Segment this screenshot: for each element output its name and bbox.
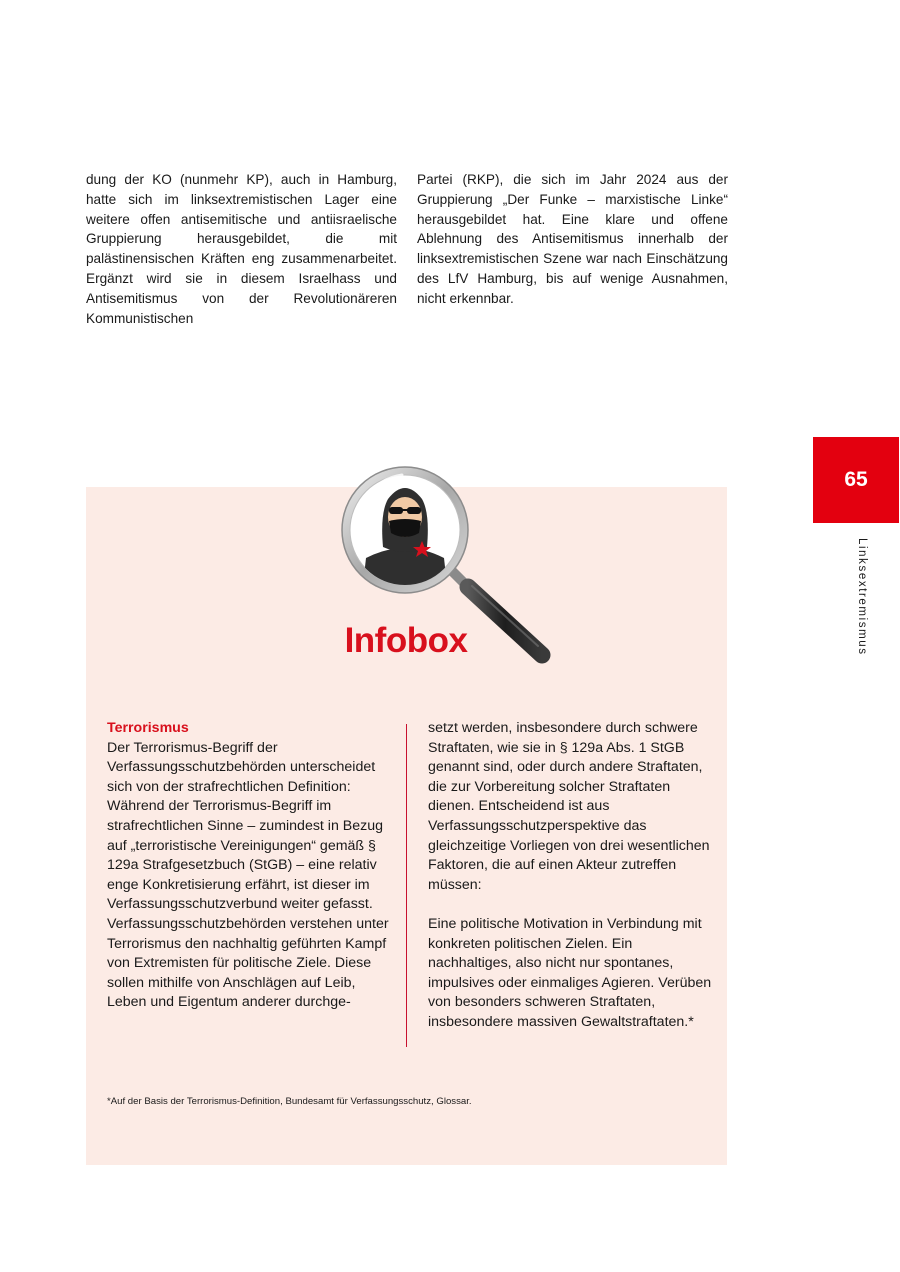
infobox-text-right-1: setzt werden, insbesondere durch schwere Straftaten, wie sie in § 129a Abs. 1 StGB genannt sind, oder durch andere Straftaten, die zur Vorbereitung solcher Straftaten dienen. Entscheidend ist aus Verfassungsschutzperspektive das gleichzeitige Vorliegen von drei wesentlichen Faktoren, die auf einen Akteur zutreffen müssen: <box>428 720 710 893</box>
infobox-column-right <box>428 719 713 1033</box>
section-label: Linksextremismus <box>856 538 868 656</box>
infobox-heading: Terrorismus <box>107 720 189 736</box>
page-number: 65 <box>844 468 868 491</box>
intro-text-left: dung der KO (nunmehr KP), auch in Hamburg, hatte sich im linksextremistischen Lager eine weitere offen antisemitische und antiisraelische Gruppierung herausgebildet, die mit palästinensischen Kräften eng zusammenarbeitet. Ergänzt wird sie in diesem Israelhass und Antisemitismus von der Revolutionäreren Kommunistischen <box>86 172 397 326</box>
infobox-footnote: *Auf der Basis der Terrorismus-Definition, Bundesamt für Verfassungsschutz, Glossar. <box>107 1096 472 1107</box>
infobox-text-right-2: Eine politische Motivation in Verbindung mit konkreten politischen Zielen. Ein nachhaltiges, also nicht nur spontanes, impulsives oder einmaliges Agieren. Verüben von besonders schweren Straftaten, insbesondere massiven Gewaltstraftaten.* <box>428 915 712 1030</box>
intro-text-right: Partei (RKP), die sich im Jahr 2024 aus der Gruppierung „Der Funke – marxistische Linke“ herausgebildet hat. Eine klare und offene Ablehnung des Antisemitismus innerhalb der linksextremistischen Szene war nach Einschätzung des LfV Hamburg, bis auf wenige Ausnahmen, nicht erkennbar. <box>417 172 728 306</box>
column-divider <box>406 724 407 1047</box>
infobox-column-left <box>107 719 392 1013</box>
infobox-title: Infobox <box>344 621 468 660</box>
page-number-tab <box>813 437 899 523</box>
infobox-text-left: Der Terrorismus-Begriff der Verfassungsschutzbehörden unterscheidet sich von der strafrechtlichen Definition: Während der Terrorismus-Begriff im strafrechtlichen Sinne – zumindest in Bezug auf „terroristische Vereinigungen“ gemäß § 129a Strafgesetzbuch (StGB) – eine relativ enge Konkretisierung erfährt, ist dieser im Verfassungsschutzverbund weiter gefasst. Verfassungsschutzbehörden verstehen unter Terrorismus den nachhaltig geführten Kampf von Extremisten für politische Ziele. Diese sollen mithilfe von Anschlägen auf Leib, Leben und Eigentum anderer durchge- <box>107 739 389 1011</box>
